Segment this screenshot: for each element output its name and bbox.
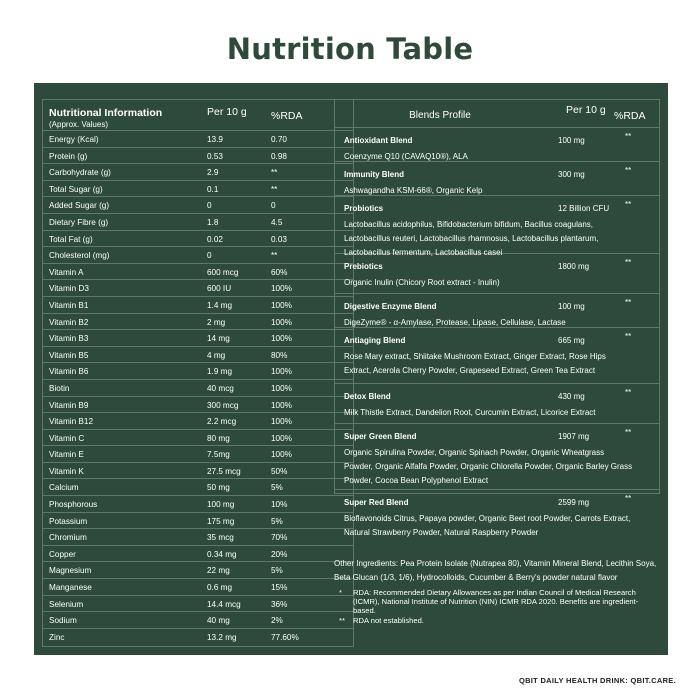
blend-rda: ** [625,428,632,437]
nutrient-name: Protein (g) [49,151,88,161]
nutrition-table [42,99,354,647]
nutrient-rda: 0.03 [271,234,287,244]
blend-amount: 100 mg [558,302,585,311]
blend-description: Ashwagandha KSM-66®, Organic Kelp [344,186,483,195]
blend-row [335,128,659,162]
blends-header-name: Blends Profile [409,110,471,121]
table-row [43,413,353,430]
nutrient-per-10g: 600 IU [207,284,232,294]
nutrient-rda: 100% [271,317,292,327]
blend-row [335,196,659,257]
blend-amount: 430 mg [558,392,585,401]
blend-row [335,490,659,536]
nutrient-per-10g: 22 mg [207,566,230,576]
table-row [43,579,353,596]
nutrient-rda: 100% [271,417,292,427]
table-row [43,562,353,579]
table-row [43,363,353,380]
blend-rda: ** [625,332,632,341]
nutrition-header-rda: %RDA [271,110,303,122]
table-row [43,264,353,281]
nutrient-name: Vitamin B9 [49,400,89,410]
blend-rda: ** [625,132,632,141]
table-row [43,181,353,198]
blend-rda: ** [625,166,632,175]
nutrient-per-10g: 600 mcg [207,267,239,277]
nutrient-per-10g: 80 mg [207,433,230,443]
nutrient-rda: 5% [271,516,283,526]
nutrient-name: Vitamin E [49,450,84,460]
nutrient-rda: 5% [271,483,283,493]
nutrient-rda: 0.98 [271,151,287,161]
table-row [43,231,353,248]
blend-amount: 1800 mg [558,262,590,271]
blend-name: Probiotics [344,204,384,213]
nutrient-name: Energy (Kcal) [49,135,99,144]
nutrition-header-name [49,108,162,130]
note-text: RDA: Recommended Dietary Allowances as per Indian Council of Medical Research (ICMR), National Institute of Nutrition (NIN) ICMR RDA 2020. Benefits are ingredient-based. [353,588,639,615]
nutrient-per-10g: 14.4 mcg [207,599,241,609]
nutrient-rda: 0.70 [271,135,287,144]
blends-header-per: Per 10 g [566,104,606,116]
nutrient-per-10g: 0.53 [207,151,223,161]
note-marker: * [339,588,342,597]
nutrient-name: Vitamin K [49,466,84,476]
table-row [43,596,353,613]
blend-rda: ** [625,200,632,209]
blend-rda: ** [625,494,632,503]
blend-amount: 100 mg [558,136,585,145]
nutrient-per-10g: 2.2 mcg [207,417,237,427]
nutrient-name: Biotin [49,383,70,393]
nutrient-rda: 77.60% [271,632,299,642]
nutrient-rda: 20% [271,549,288,559]
table-row [43,330,353,347]
blend-description: Organic Inulin (Chicory Root extract - Inulin) [344,278,500,287]
blend-rda: ** [625,388,632,397]
table-row [43,164,353,181]
nutrient-per-10g: 0 [207,201,212,211]
nutrient-per-10g: 2 mg [207,317,226,327]
nutrient-rda: 2% [271,616,283,626]
nutrient-name: Vitamin B5 [49,350,89,360]
blend-amount: 300 mg [558,170,585,179]
blend-description: Lactobacillus acidophilus, Bifidobacterium bifidum, Bacillus coagulans, Lactobacillus reuteri, Lactobacillus rhamnosus, Lactobacillus plantarum, Lactobacillus fermentum, Lactobacillus casei [344,220,599,257]
nutrient-rda: 100% [271,284,292,294]
nutrient-per-10g: 0.1 [207,184,219,194]
table-row [43,380,353,397]
blend-amount: 1907 mg [558,432,590,441]
nutrient-name: Potassium [49,516,88,526]
nutrient-name: Vitamin B2 [49,317,89,327]
blend-name: Antiaging Blend [344,336,406,345]
nutrition-panel [34,83,668,655]
nutrient-rda: 100% [271,367,292,377]
nutrient-name: Total Sugar (g) [49,184,103,194]
nutrient-rda: 4.5 [271,217,283,227]
nutrient-name: Selenium [49,599,84,609]
blend-description: Rose Mary extract, Shiitake Mushroom Extract, Ginger Extract, Rose Hips Extract, Acerola Cherry Powder, Grapeseed Extract, Green Tea Extract [344,352,606,375]
blends-rows [335,128,659,536]
blend-name: Digestive Enzyme Blend [344,302,437,311]
nutrition-header-title: Nutritional Information [49,107,163,119]
nutrient-rda: 100% [271,334,292,344]
table-row [43,629,353,646]
table-row [43,247,353,264]
nutrient-per-10g: 40 mg [207,616,230,626]
blend-description: Milk Thistle Extract, Dandelion Root, Curcumin Extract, Licorice Extract [344,408,596,417]
nutrient-name: Calcium [49,483,79,493]
blend-amount: 665 mg [558,336,585,345]
nutrient-rda: 60% [271,267,288,277]
table-row [43,197,353,214]
note-text: RDA not established. [353,616,424,625]
nutrient-per-10g: 0 [207,251,212,261]
blend-row [335,424,659,490]
nutrient-name: Added Sugar (g) [49,201,110,211]
nutrient-per-10g: 2.9 [207,168,219,178]
nutrient-per-10g: 35 mcg [207,533,234,543]
footer-brand: QBIT DAILY HEALTH DRINK: QBIT.CARE. [518,676,676,685]
nutrient-per-10g: 0.02 [207,234,223,244]
nutrient-per-10g: 0.34 mg [207,549,237,559]
blend-row [335,254,659,294]
nutrient-per-10g: 50 mg [207,483,230,493]
nutrient-name: Zinc [49,632,65,642]
nutrient-rda: ** [271,168,278,178]
note-item [339,616,659,625]
blend-row [335,328,659,384]
blend-description: Bioflavonoids Citrus, Papaya powder, Organic Beet root Powder, Carrots Extract, Natural Strawberry Powder, Natural Raspberry Powder [344,514,631,537]
nutrient-name: Magnesium [49,566,92,576]
blend-description: Organic Spirulina Powder, Organic Spinach Powder, Organic Wheatgrass Powder, Organic Alfalfa Powder, Organic Chlorella Powder, Organic Barley Grass Powder, Cocoa Bean Polyphenol Extract [344,448,633,485]
table-row [43,463,353,480]
nutrient-per-10g: 14 mg [207,334,230,344]
nutrient-rda: 100% [271,450,292,460]
note-marker: ** [339,616,345,625]
blend-name: Super Green Blend [344,432,417,441]
table-row [43,148,353,165]
nutrition-header-subtitle: (Approx. Values) [49,120,108,129]
table-row [43,529,353,546]
nutrition-table-header [43,100,353,131]
table-row [43,280,353,297]
blend-amount: 12 Billion CFU [558,204,610,213]
table-row [43,546,353,563]
blend-row [335,294,659,328]
nutrition-header-per: Per 10 g [207,106,247,118]
nutrient-name: Vitamin D3 [49,284,89,294]
rda-notes [339,588,659,625]
nutrient-name: Vitamin B12 [49,417,93,427]
nutrient-per-10g: 7.5mg [207,450,230,460]
blend-name: Detox Blend [344,392,391,401]
nutrient-name: Sodium [49,616,77,626]
blend-description: Coenzyme Q10 (CAVAQ10®), ALA [344,152,468,161]
blend-name: Super Red Blend [344,498,409,507]
nutrient-rda: 10% [271,500,288,510]
nutrient-per-10g: 13.9 [207,135,223,144]
blend-name: Prebiotics [344,262,383,271]
nutrient-per-10g: 40 mcg [207,383,234,393]
nutrient-per-10g: 27.5 mcg [207,466,241,476]
nutrient-name: Manganese [49,583,92,593]
nutrient-name: Vitamin A [49,267,84,277]
nutrient-name: Phosphorous [49,500,98,510]
note-item [339,588,659,615]
blend-rda: ** [625,258,632,267]
nutrient-per-10g: 0.6 mg [207,583,233,593]
nutrient-rda: 100% [271,383,292,393]
blend-name: Immunity Blend [344,170,405,179]
nutrient-name: Chromium [49,533,87,543]
nutrient-per-10g: 300 mcg [207,400,239,410]
nutrient-name: Vitamin B1 [49,300,89,310]
table-row [43,397,353,414]
nutrient-rda: 36% [271,599,288,609]
table-row [43,347,353,364]
nutrient-name: Carbohydrate (g) [49,168,111,178]
table-row [43,513,353,530]
blends-table-header [335,100,659,128]
blend-amount: 2599 mg [558,498,590,507]
other-ingredients: Other Ingredients: Pea Protein Isolate (Nutrapea 80), Vitamin Mineral Blend, Lecithin Soya, Beta Glucan (1/3, 1/6), Hydrocolloids, Cucumber & Berry's powder natural flavor [334,559,657,582]
table-row [43,214,353,231]
nutrient-name: Total Fat (g) [49,234,93,244]
nutrient-per-10g: 100 mg [207,500,235,510]
nutrient-rda: 70% [271,533,288,543]
table-row [43,612,353,629]
table-row [43,314,353,331]
nutrient-rda: ** [271,251,278,261]
nutrient-rda: 100% [271,433,292,443]
nutrient-name: Vitamin B3 [49,334,89,344]
nutrition-rows [43,131,353,645]
blend-name: Antioxidant Blend [344,136,413,145]
nutrient-rda: 0 [271,201,276,211]
blend-rda: ** [625,298,632,307]
table-row [43,446,353,463]
blend-description: DigeZyme® - α-Amylase, Protease, Lipase, Cellulase, Lactase [344,318,566,327]
nutrient-rda: 5% [271,566,283,576]
nutrient-rda: 50% [271,466,288,476]
nutrient-rda: ** [271,184,278,194]
blend-row [335,384,659,424]
nutrient-per-10g: 175 mg [207,516,235,526]
table-row [43,496,353,513]
nutrient-name: Cholesterol (mg) [49,251,110,261]
nutrient-name: Vitamin C [49,433,85,443]
nutrient-name: Vitamin B6 [49,367,89,377]
table-row [43,297,353,314]
nutrient-per-10g: 1.4 mg [207,300,233,310]
nutrient-name: Dietary Fibre (g) [49,217,109,227]
nutrient-rda: 15% [271,583,288,593]
table-row [43,479,353,496]
nutrient-per-10g: 1.9 mg [207,367,233,377]
blends-header-rda: %RDA [614,110,646,122]
nutrient-name: Copper [49,549,76,559]
page-title: Nutrition Table [226,32,474,66]
nutrient-rda: 100% [271,400,292,410]
table-row [43,430,353,447]
nutrient-per-10g: 1.8 [207,217,219,227]
table-row [43,131,353,148]
nutrient-rda: 80% [271,350,288,360]
blend-row [335,162,659,196]
nutrient-per-10g: 4 mg [207,350,226,360]
nutrient-rda: 100% [271,300,292,310]
blends-table [334,99,660,537]
nutrient-per-10g: 13.2 mg [207,632,237,642]
